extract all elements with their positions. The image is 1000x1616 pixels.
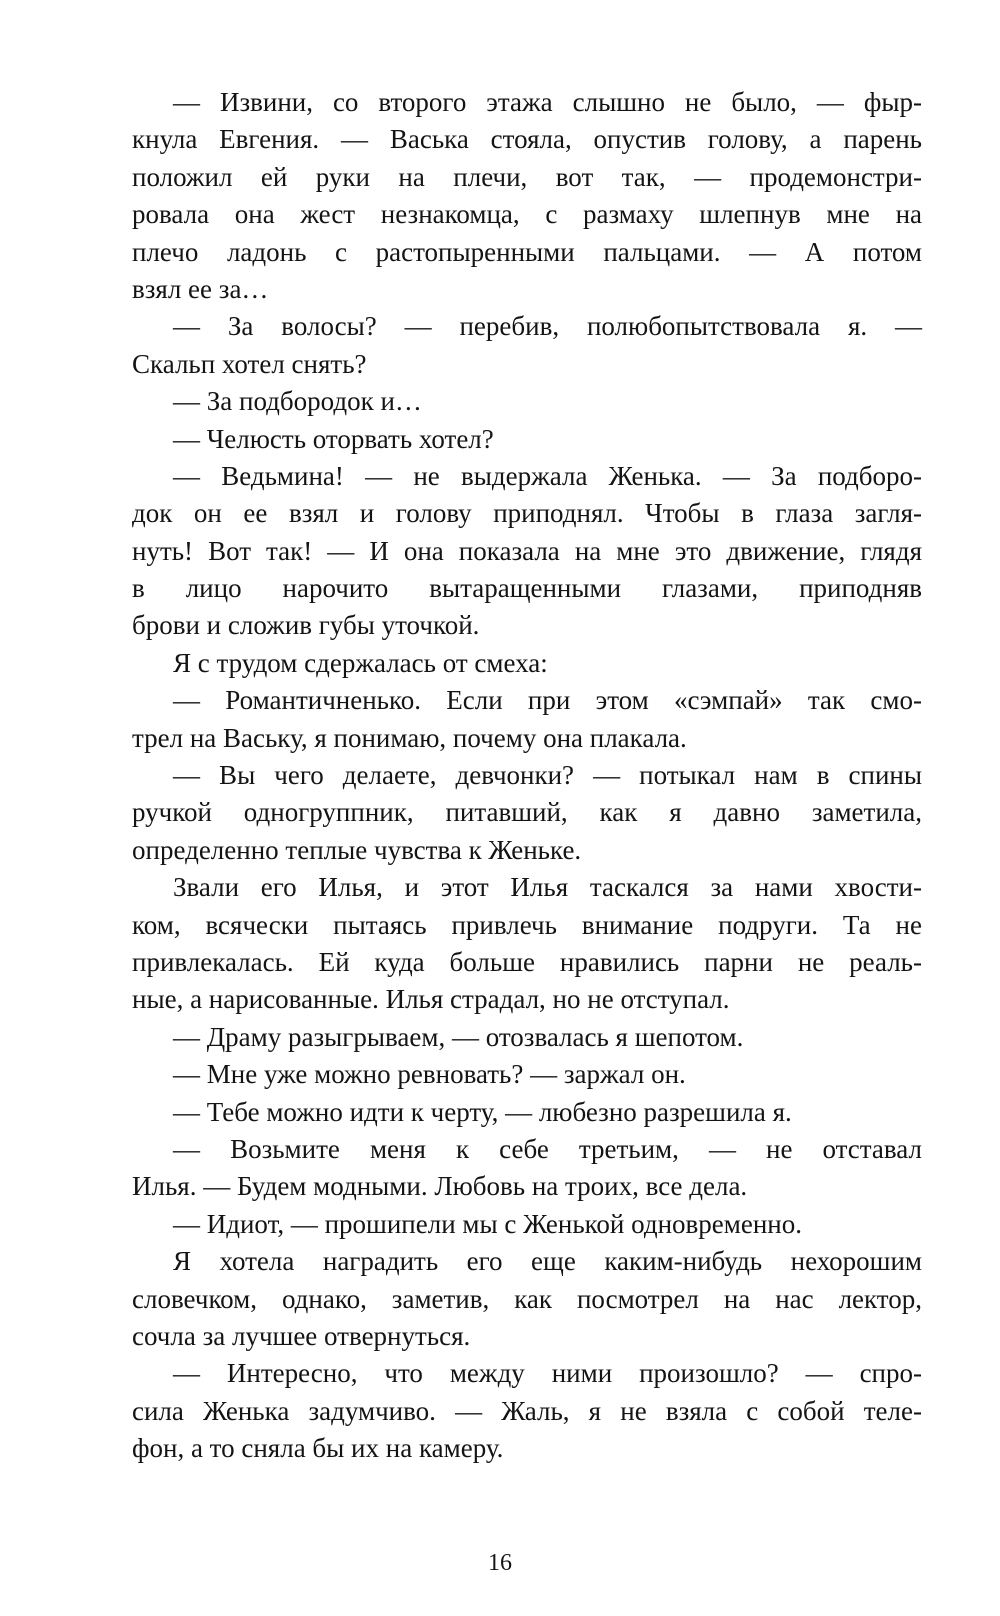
text-line: трел на Ваську, я понимаю, почему она плакала. — [132, 722, 687, 753]
text-line: док он ее взял и голову приподнял. Чтобы в глаза загля- — [132, 498, 922, 529]
text-line: Скальп хотел снять? — [132, 348, 367, 379]
text-line: Илья. — Будем модными. Любовь на троих, все дела. — [132, 1171, 748, 1202]
text-line: фон, а то сняла бы их на камеру. — [132, 1433, 504, 1464]
text-line: — Ведьмина! — не выдержала Женька. — За подборо- — [173, 460, 922, 491]
text-line: в лицо нарочито вытаращенными глазами, приподняв — [132, 573, 922, 604]
text-line: нуть! Вот так! — И она показала на мне это движение, глядя — [132, 535, 922, 566]
text-line: ные, а нарисованные. Илья страдал, но не отступал. — [132, 984, 730, 1015]
text-line: брови и сложив губы уточкой. — [132, 610, 480, 641]
text-line: Я хотела наградить его еще каким-нибудь нехорошим — [173, 1246, 922, 1277]
text-line: — Драму разыгрываем, — отозвалась я шепотом. — [173, 1021, 744, 1052]
body-text — [132, 84, 922, 1467]
text-line: — За подбородок и… — [173, 386, 422, 417]
text-line: словечком, однако, заметив, как посмотрел на нас лектор, — [132, 1283, 922, 1314]
text-line: ком, всячески пытаясь привлечь внимание подруги. Та не — [132, 909, 922, 940]
text-line: ровала она жест незнакомца, с размаху шлепнув мне на — [132, 199, 922, 230]
text-line: — Извини, со второго этажа слышно не было, — фыр- — [173, 87, 922, 117]
text-line: Я с трудом сдержалась от смеха: — [173, 647, 548, 678]
page-number: 16 — [488, 1550, 512, 1576]
text-line: — Возьмите меня к себе третьим, — не отставал — [173, 1133, 922, 1164]
text-line: — Челюсть оторвать хотел? — [173, 423, 494, 454]
text-line: определенно теплые чувства к Женьке. — [132, 834, 582, 865]
text-line: сочла за лучшее отвернуться. — [132, 1320, 471, 1351]
text-line: Звали его Илья, и этот Илья таскался за нами хвости- — [173, 872, 922, 903]
text-line: — За волосы? — перебив, полюбопытствовала я. — — [173, 311, 922, 342]
text-line: взял ее за… — [132, 273, 269, 304]
text-line: — Мне уже можно ревновать? — заржал он. — [173, 1059, 686, 1090]
text-line: сила Женька задумчиво. — Жаль, я не взяла с собой теле- — [132, 1395, 922, 1426]
text-line: — Идиот, — прошипели мы с Женькой одновременно. — [173, 1208, 802, 1239]
text-line: — Романтичненько. Если при этом «сэмпай» так смо- — [173, 685, 922, 716]
text-line: — Интересно, что между ними произошло? — спро- — [173, 1358, 922, 1389]
text-line: — Вы чего делаете, девчонки? — потыкал нам в спины — [173, 760, 922, 791]
text-line: привлекалась. Ей куда больше нравились парни не реаль- — [132, 946, 922, 977]
text-line: ручкой одногруппник, питавший, как я давно заметила, — [132, 797, 922, 828]
text-line: положил ей руки на плечи, вот так, — продемонстри- — [132, 161, 922, 192]
text-line: плечо ладонь с растопыренными пальцами. — А потом — [132, 236, 922, 267]
text-line: — Тебе можно идти к черту, — любезно разрешила я. — [173, 1096, 792, 1127]
text-line: кнула Евгения. — Васька стояла, опустив голову, а парень — [132, 124, 922, 155]
